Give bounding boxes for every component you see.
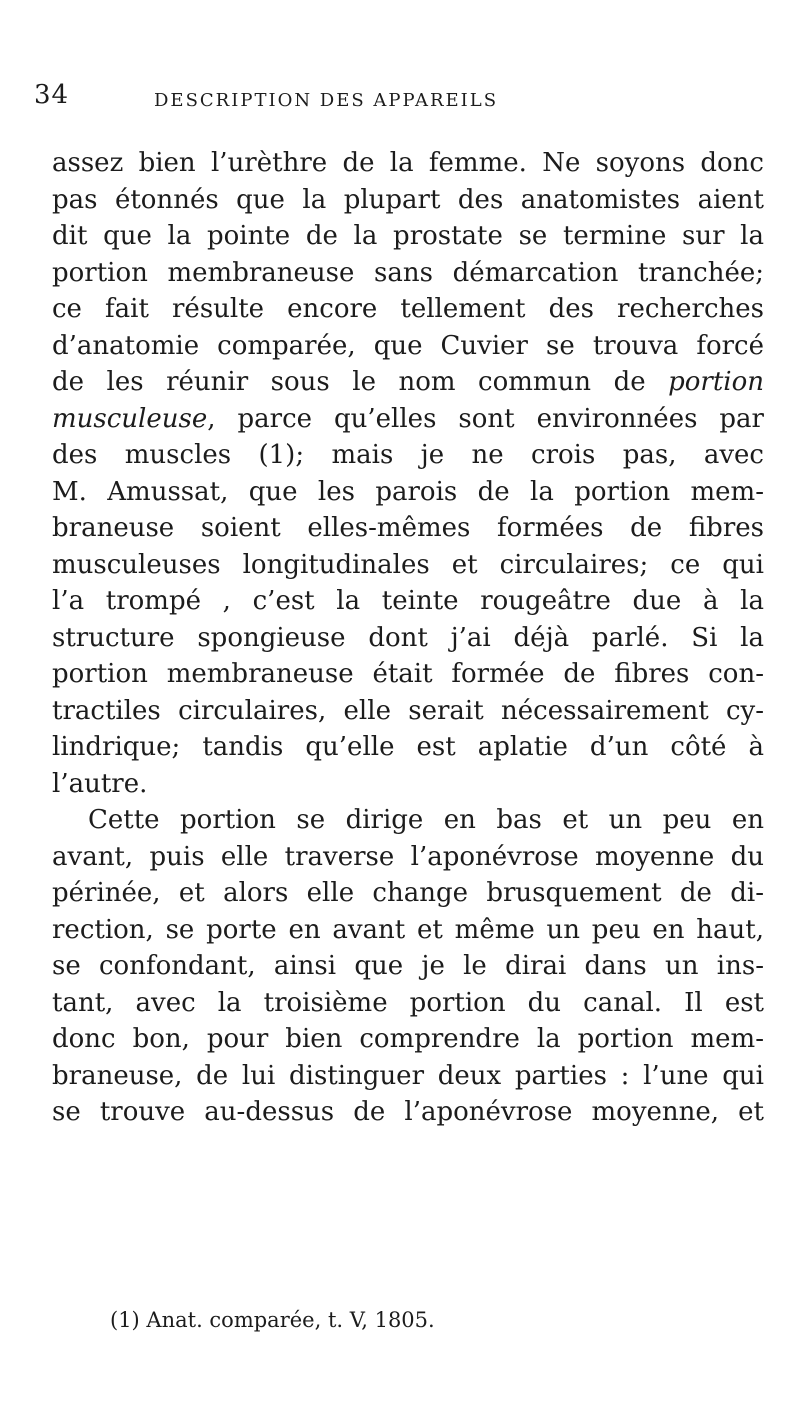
text-line: structure spongieuse dont j’ai déjà parlé. Si la (52, 622, 764, 653)
footnote: (1) Anat. comparée, t. V, 1805. (110, 1308, 435, 1332)
text-line: donc bon, pour bien comprendre la portion mem- (52, 1024, 764, 1054)
text-line: tractiles circulaires, elle serait nécessairement cy- (52, 695, 764, 726)
text-line: Cette portion se dirige en bas et un peu en (88, 805, 764, 835)
text-line: portion membraneuse était formée de fibres con- (52, 659, 764, 689)
text-line: l’a trompé , c’est la teinte rougeâtre due à la (52, 586, 764, 616)
text-line: rection, se porte en avant et même un peu en haut, (52, 914, 764, 945)
text-line: M. Amussat, que les parois de la portion mem- (52, 476, 764, 507)
italic-term: portion (668, 367, 764, 397)
body-text (52, 145, 764, 1131)
text-line: portion membraneuse sans démarcation tranchée; (52, 257, 764, 288)
text-line: braneuse soient elles-mêmes formées de fibres (52, 513, 764, 543)
text-line: l’autre. (52, 768, 148, 799)
running-head: DESCRIPTION DES APPAREILS (154, 90, 499, 111)
text-line: musculeuses longitudinales et circulaires; ce qui (52, 549, 764, 580)
page-number: 34 (34, 80, 70, 110)
text-line: se confondant, ainsi que je le dirai dans un ins- (52, 951, 764, 981)
text-line: d’anatomie comparée, que Cuvier se trouva forcé (52, 330, 764, 361)
text-line (52, 401, 764, 438)
text-line: se trouve au-dessus de l’aponévrose moyenne, et (52, 1097, 764, 1127)
text-segment: , parce qu’elles sont environnées par (207, 403, 764, 434)
text-line: lindrique; tandis qu’elle est aplatie d’un côté à (52, 732, 764, 762)
text-line: braneuse, de lui distinguer deux parties : l’une qui (52, 1060, 764, 1091)
italic-term: musculeuse (52, 403, 208, 434)
text-line: dit que la pointe de la prostate se termine sur la (52, 221, 764, 251)
text-line (52, 364, 764, 401)
text-line: avant, puis elle traverse l’aponévrose moyenne du (52, 841, 764, 872)
text-line: pas étonnés que la plupart des anatomistes aient (52, 184, 764, 215)
text-segment: de les réunir sous le nom commun de (52, 367, 669, 397)
text-line: des muscles (1); mais je ne crois pas, avec (52, 440, 764, 470)
text-line: ce fait résulte encore tellement des recherches (52, 294, 764, 324)
text-line: tant, avec la troisième portion du canal. Il est (52, 987, 764, 1018)
page-header (0, 80, 801, 120)
text-line: périnée, et alors elle change brusquement de di- (52, 878, 764, 908)
text-line: assez bien l’urèthre de la femme. Ne soyons donc (52, 148, 764, 178)
